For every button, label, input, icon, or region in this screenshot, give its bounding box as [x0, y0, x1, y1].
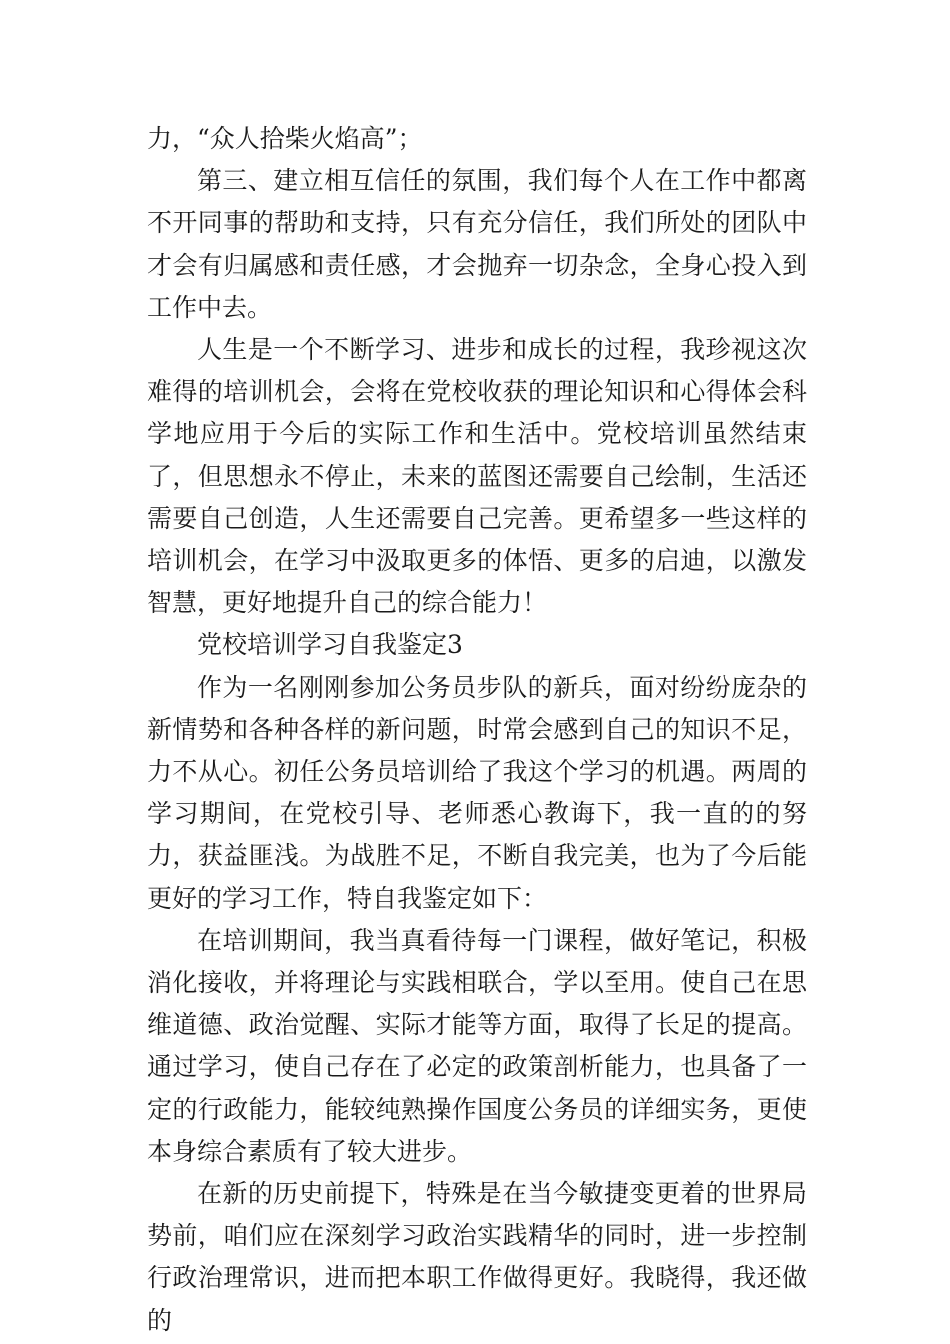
paragraph-new-conditions: 在新的历史前提下，特殊是在当今敏捷变更着的世界局势前，咱们应在深刻学习政治实践精华的同时，进一步控制行政治理常识，进而把本职工作做得更好。我晓得，我还做的: [147, 1179, 807, 1335]
paragraph-introduction: 作为一名刚刚参加公务员步队的新兵，面对纷纷庞杂的新情势和各种各样的新问题，时常会感到自己的知识不足，力不从心。初任公务员培训给了我这个学习的机遇。两周的学习期间，在党校引导、老师悉心教诲下，我一直的的努力，获益匪浅。为战胜不足，不断自我完美，也为了今后能更好的学习工作，特自我鉴定如下：: [147, 672, 807, 913]
paragraph-trust: 第三、建立相互信任的氛围，我们每个人在工作中都离不开同事的帮助和支持，只有充分信任，我们所处的团队中才会有归属感和责任感，才会抛弃一切杂念，全身心投入到工作中去。: [147, 166, 807, 322]
paragraph-continuation: 力，“众人拾柴火焰高”；: [147, 124, 423, 153]
paragraph-life-learning: 人生是一个不断学习、进步和成长的过程，我珍视这次难得的培训机会，会将在党校收获的理论知识和心得体会科学地应用于今后的实际工作和生活中。党校培训虽然结束了，但思想永不停止，未来的蓝图还需要自己绘制，生活还需要自己创造，人生还需要自己完善。更希望多一些这样的培训机会，在学习中汲取更多的体悟、更多的启迪，以激发智慧，更好地提升自己的综合能力！: [147, 335, 807, 618]
section-heading: 党校培训学习自我鉴定3: [197, 630, 463, 660]
document-page: [147, 118, 807, 1342]
paragraph-training-period: 在培训期间，我当真看待每一门课程，做好笔记，积极消化接收，并将理论与实践相联合，学以至用。使自己在思维道德、政治觉醒、实际才能等方面，取得了长足的提高。通过学习，使自己存在了必定的政策剖析能力，也具备了一定的行政能力，能较纯熟操作国度公务员的详细实务，更使本身综合素质有了较大进步。: [147, 925, 807, 1166]
